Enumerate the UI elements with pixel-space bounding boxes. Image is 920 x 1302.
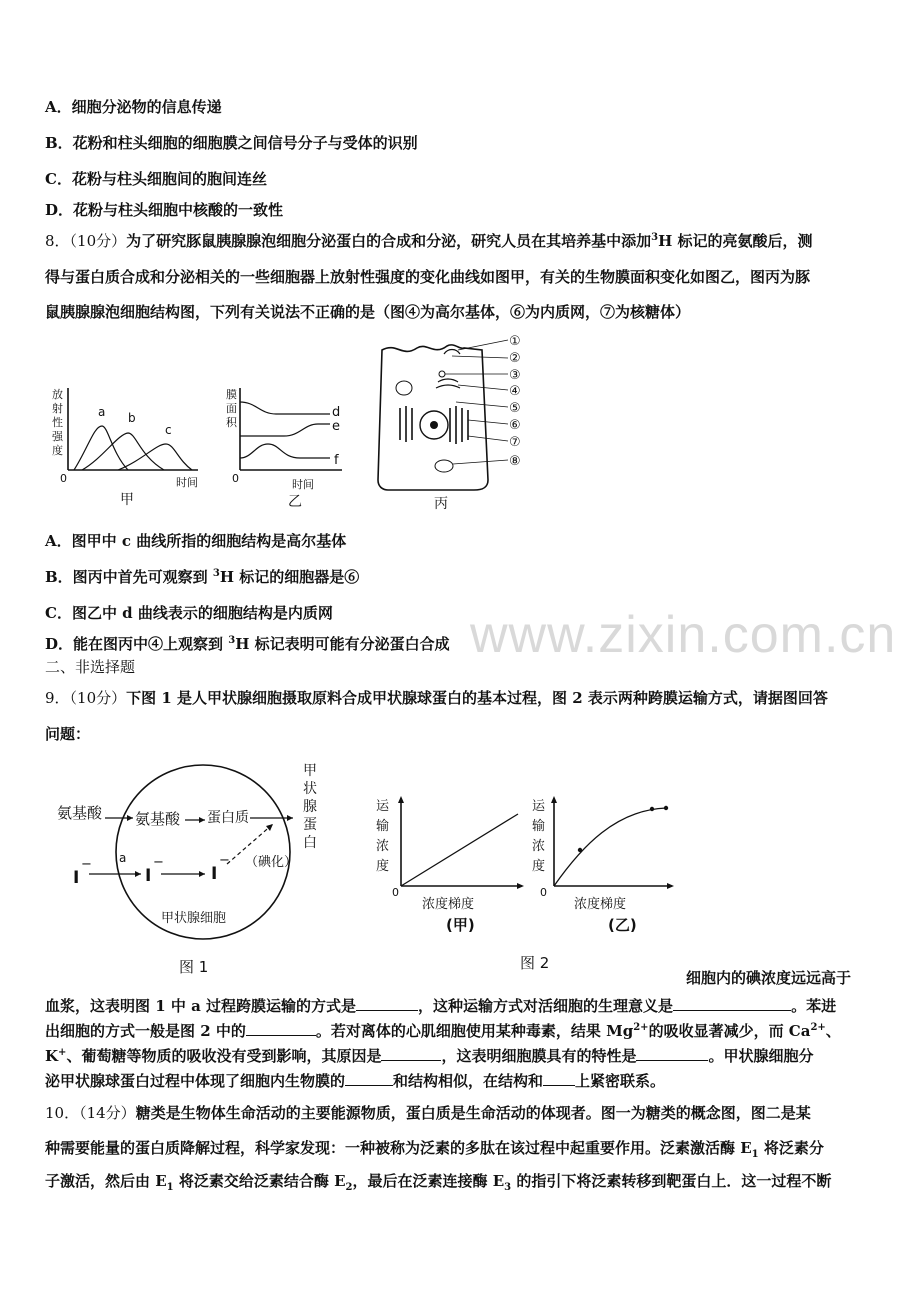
protein-label: 蛋白质 bbox=[207, 810, 249, 826]
stem-text: 的指引下将泛素转移到靶蛋白上．这一过程不断 bbox=[511, 1172, 832, 1190]
golgi bbox=[436, 379, 460, 388]
y-label-char: 浓 bbox=[532, 839, 546, 854]
product-char: 甲 bbox=[303, 763, 317, 779]
option-text: D．花粉与柱头细胞中核酸的一致性 bbox=[45, 201, 284, 219]
q7-option-d bbox=[45, 200, 283, 220]
stem-text: 种需要能量的蛋白质降解过程，科学家发现：一种被称为泛素的多肽在该过程中起重要作用。泛素激活酶 E bbox=[45, 1139, 752, 1157]
outside-amino-acid: 氨基酸 bbox=[57, 804, 103, 822]
curve-point bbox=[650, 807, 654, 811]
curve-e bbox=[240, 424, 330, 436]
mitochondrion-lower bbox=[435, 460, 453, 472]
subscript: 3 bbox=[504, 1182, 512, 1193]
option-text: D．能在图丙中④上观察到 bbox=[45, 635, 229, 653]
arrowhead bbox=[287, 815, 293, 821]
answer-blank[interactable] bbox=[636, 1046, 708, 1061]
para-text: 血浆，这表明图 1 中 a 过程跨膜运输的方式是 bbox=[45, 997, 357, 1015]
para-text: 上紧密联系。 bbox=[575, 1072, 666, 1090]
para-text: 。甲状腺细胞分 bbox=[708, 1047, 814, 1065]
label-1: ① bbox=[509, 334, 521, 349]
curve-label-f: f bbox=[334, 453, 339, 468]
option-text: 曲线表示的细胞结构是内质网 bbox=[132, 604, 333, 622]
charge-sup: 2+ bbox=[633, 1022, 649, 1033]
option-text: H 标记的细胞器是⑥ bbox=[219, 568, 360, 586]
leader-7 bbox=[468, 436, 508, 441]
para-text: 、 bbox=[825, 1022, 841, 1040]
leader-6 bbox=[468, 420, 508, 424]
isotope-sup: 3 bbox=[228, 635, 236, 646]
label-3: ③ bbox=[509, 368, 521, 383]
x-axis-label: 浓度梯度 bbox=[574, 897, 627, 912]
para-text: ，这种运输方式对活细胞的生理意义是 bbox=[418, 997, 674, 1015]
q10-stem-line2 bbox=[45, 1138, 824, 1158]
x-axis-arrow bbox=[667, 883, 674, 889]
option-text: c bbox=[121, 532, 132, 550]
curve-label-b: b bbox=[128, 411, 136, 425]
q9-stem-line2: 问题： bbox=[45, 725, 91, 743]
q9-para-line1 bbox=[45, 996, 836, 1016]
leader-2 bbox=[452, 356, 508, 358]
product-char: 腺 bbox=[303, 799, 317, 815]
x-axis-arrow bbox=[517, 883, 524, 889]
subscript: 1 bbox=[166, 1182, 174, 1193]
y-label-char: 运 bbox=[532, 799, 546, 814]
q9-para-line2 bbox=[45, 1021, 841, 1041]
curve-f bbox=[240, 444, 330, 458]
stem-text: H 标记的亮氨酸后，测 bbox=[658, 232, 813, 250]
q8-option-c bbox=[45, 603, 333, 623]
curve-d bbox=[240, 402, 330, 414]
figure-yi bbox=[222, 378, 362, 513]
q9-para-line3 bbox=[45, 1046, 813, 1066]
label-2: ② bbox=[509, 351, 521, 366]
product-char: 状 bbox=[303, 781, 317, 797]
figure-bing bbox=[372, 330, 532, 515]
answer-blank[interactable] bbox=[345, 1071, 393, 1086]
question-number: 10．（14分） bbox=[45, 1104, 136, 1122]
panel-label-jia: (甲) bbox=[446, 916, 475, 934]
curve-label-c: c bbox=[165, 423, 172, 437]
option-text: A．图甲中 bbox=[45, 532, 122, 550]
arrowhead bbox=[135, 871, 141, 877]
y-axis-arrow bbox=[398, 796, 404, 803]
nucleolus bbox=[430, 421, 438, 429]
curve-label-a: a bbox=[98, 405, 106, 419]
y-label-char: 度 bbox=[52, 444, 63, 457]
q7-option-c bbox=[45, 169, 267, 189]
question-number: 8．（10分） bbox=[45, 232, 127, 250]
product-char: 白 bbox=[303, 835, 317, 851]
figure-2 bbox=[372, 790, 682, 980]
iodide-cyto: I bbox=[211, 864, 218, 884]
q8-stem-line2: 得与蛋白质合成和分泌相关的一些细胞器上放射性强度的变化曲线如图甲，有关的生物膜面积变化如图乙，图丙为豚 bbox=[45, 268, 811, 286]
y-label-char: 度 bbox=[376, 859, 390, 874]
leader-1 bbox=[458, 340, 508, 350]
vesicle-secretion bbox=[444, 350, 460, 355]
para-text: 。苯进 bbox=[791, 997, 837, 1015]
y-label-char: 运 bbox=[376, 799, 390, 814]
er-right bbox=[450, 406, 468, 444]
q7-option-b bbox=[45, 133, 418, 153]
iodide-inside: I bbox=[145, 866, 152, 886]
origin-label: 0 bbox=[60, 472, 67, 485]
q9-stem-line1 bbox=[45, 688, 828, 708]
y-label-char: 性 bbox=[52, 416, 63, 429]
label-8: ⑧ bbox=[509, 454, 521, 469]
y-label-char: 积 bbox=[226, 416, 237, 429]
section-title: 二、非选择题 bbox=[45, 658, 136, 676]
iodination-label: （碘化） bbox=[245, 855, 298, 870]
y-label-char: 度 bbox=[532, 859, 546, 874]
option-text: C．图乙中 bbox=[45, 604, 123, 622]
para-text: 出细胞的方式一般是图 2 中的 bbox=[45, 1022, 246, 1040]
answer-blank[interactable] bbox=[246, 1021, 316, 1036]
figure-caption: 图 1 bbox=[179, 958, 209, 976]
answer-blank[interactable] bbox=[673, 996, 791, 1011]
isotope-sup: 3 bbox=[651, 232, 659, 243]
product-char: 蛋 bbox=[303, 817, 317, 833]
panel-label-yi: (乙) bbox=[608, 916, 637, 934]
arrowhead bbox=[199, 817, 205, 823]
q7-option-a bbox=[45, 97, 222, 117]
curve-a bbox=[74, 426, 128, 470]
curve-point bbox=[578, 848, 582, 852]
y-label-char: 输 bbox=[532, 819, 546, 834]
iodide-outside: I bbox=[73, 868, 80, 888]
para-text: K bbox=[45, 1047, 59, 1065]
line-linear bbox=[401, 814, 518, 886]
label-7: ⑦ bbox=[509, 435, 521, 450]
stem-text: 下图 1 是人甲状腺细胞摄取原料合成甲状腺球蛋白的基本过程，图 2 表示两种跨膜运输方式，请据图回答 bbox=[126, 689, 828, 707]
para-text: 。若对离体的心肌细胞使用某种毒素，结果 Mg bbox=[315, 1022, 634, 1040]
y-axis-arrow bbox=[551, 796, 557, 803]
origin-label: 0 bbox=[392, 886, 399, 899]
y-label-char: 射 bbox=[52, 402, 63, 415]
y-label-char: 面 bbox=[226, 402, 237, 415]
answer-blank[interactable] bbox=[543, 1071, 575, 1086]
figure-caption: 甲 bbox=[120, 492, 134, 508]
curve-label-e: e bbox=[332, 419, 340, 434]
watermark: www.zixin.com.cn bbox=[470, 606, 897, 664]
stem-text: ，最后在泛素连接酶 E bbox=[352, 1172, 505, 1190]
origin-label: 0 bbox=[232, 472, 239, 485]
subscript: 1 bbox=[751, 1149, 759, 1160]
option-text: 曲线所指的细胞结构是高尔基体 bbox=[131, 532, 347, 550]
option-text: A．细胞分泌物的信息传递 bbox=[45, 98, 222, 116]
x-axis-label: 时间 bbox=[176, 476, 198, 489]
label-6: ⑥ bbox=[509, 418, 521, 433]
stem-text: 将泛素分 bbox=[758, 1139, 824, 1157]
q8-stem-line3: 鼠胰腺腺泡细胞结构图，下列有关说法不正确的是（图④为高尔基体，⑥为内质网，⑦为核糖体） bbox=[45, 303, 691, 321]
answer-blank[interactable] bbox=[381, 1046, 441, 1061]
y-label-char: 放 bbox=[52, 388, 63, 401]
para-text: 、葡萄糖等物质的吸收没有受到影响，其原因是 bbox=[66, 1047, 382, 1065]
charge-sign: − bbox=[81, 857, 92, 872]
charge-sup: 2+ bbox=[810, 1022, 826, 1033]
q10-stem-line1 bbox=[45, 1103, 811, 1123]
mitochondrion bbox=[396, 381, 412, 395]
label-4: ④ bbox=[509, 384, 521, 399]
figure-caption: 乙 bbox=[288, 494, 302, 510]
charge-sign: − bbox=[219, 853, 230, 868]
x-axis-label: 浓度梯度 bbox=[422, 897, 475, 912]
question-number: 9．（10分） bbox=[45, 689, 127, 707]
q9-para-line4 bbox=[45, 1071, 665, 1091]
option-text: B．花粉和柱头细胞的细胞膜之间信号分子与受体的识别 bbox=[45, 134, 418, 152]
curve-point bbox=[664, 806, 668, 810]
origin-label: 0 bbox=[540, 886, 547, 899]
leader-5 bbox=[456, 402, 508, 407]
stem-text: 为了研究豚鼠胰腺腺泡细胞分泌蛋白的合成和分泌，研究人员在其培养基中添加 bbox=[126, 232, 652, 250]
subscript: 2 bbox=[345, 1182, 353, 1193]
er-left bbox=[400, 406, 412, 442]
y-label-char: 输 bbox=[376, 819, 390, 834]
vesicle bbox=[439, 371, 445, 377]
option-text: B．图丙中首先可观察到 bbox=[45, 568, 213, 586]
curve-saturating bbox=[554, 808, 666, 886]
q9-tail-text: 细胞内的碘浓度远远高于 bbox=[686, 969, 852, 987]
y-label-char: 浓 bbox=[376, 839, 390, 854]
process-a-label: a bbox=[119, 851, 127, 865]
charge-sup: + bbox=[58, 1047, 67, 1058]
figure-caption: 图 2 bbox=[520, 954, 550, 972]
stem-text: 子激活，然后由 E bbox=[45, 1172, 167, 1190]
answer-blank[interactable] bbox=[356, 996, 418, 1011]
arrowhead bbox=[127, 815, 133, 821]
x-axis-label: 时间 bbox=[292, 478, 314, 491]
option-text: d bbox=[122, 604, 133, 622]
figure-1 bbox=[55, 760, 335, 980]
q8-stem-line1 bbox=[45, 231, 813, 251]
inside-amino-acid: 氨基酸 bbox=[135, 810, 181, 828]
isotope-sup: 3 bbox=[212, 568, 220, 579]
y-label-char: 强 bbox=[52, 430, 63, 443]
para-text: 泌甲状腺球蛋白过程中体现了细胞内生物膜的 bbox=[45, 1072, 346, 1090]
para-text: ，这表明细胞膜具有的特性是 bbox=[441, 1047, 637, 1065]
para-text: 和结构相似，在结构和 bbox=[393, 1072, 544, 1090]
stem-text: 糖类是生物体生命活动的主要能源物质，蛋白质是生命活动的体现者。图一为糖类的概念图，图二是某 bbox=[135, 1104, 811, 1122]
cell-outline bbox=[378, 345, 488, 490]
figure-jia bbox=[48, 378, 208, 513]
para-text: 的吸收显著减少，而 Ca bbox=[648, 1022, 811, 1040]
q8-option-d bbox=[45, 634, 450, 654]
q10-stem-line3 bbox=[45, 1171, 831, 1191]
y-label-char: 膜 bbox=[226, 388, 237, 401]
cell-label: 甲状腺细胞 bbox=[161, 911, 227, 926]
option-text: C．花粉与柱头细胞间的胞间连丝 bbox=[45, 170, 267, 188]
curve-label-d: d bbox=[332, 405, 341, 420]
stem-text: 将泛素交给泛素结合酶 E bbox=[173, 1172, 346, 1190]
q8-option-a bbox=[45, 531, 346, 551]
charge-sign: − bbox=[153, 855, 164, 870]
label-5: ⑤ bbox=[509, 401, 521, 416]
q8-option-b bbox=[45, 567, 359, 587]
arrowhead bbox=[199, 871, 205, 877]
option-text: H 标记表明可能有分泌蛋白合成 bbox=[235, 635, 450, 653]
leader-8 bbox=[453, 460, 508, 464]
curve-c bbox=[118, 444, 192, 470]
figure-caption: 丙 bbox=[434, 496, 448, 512]
